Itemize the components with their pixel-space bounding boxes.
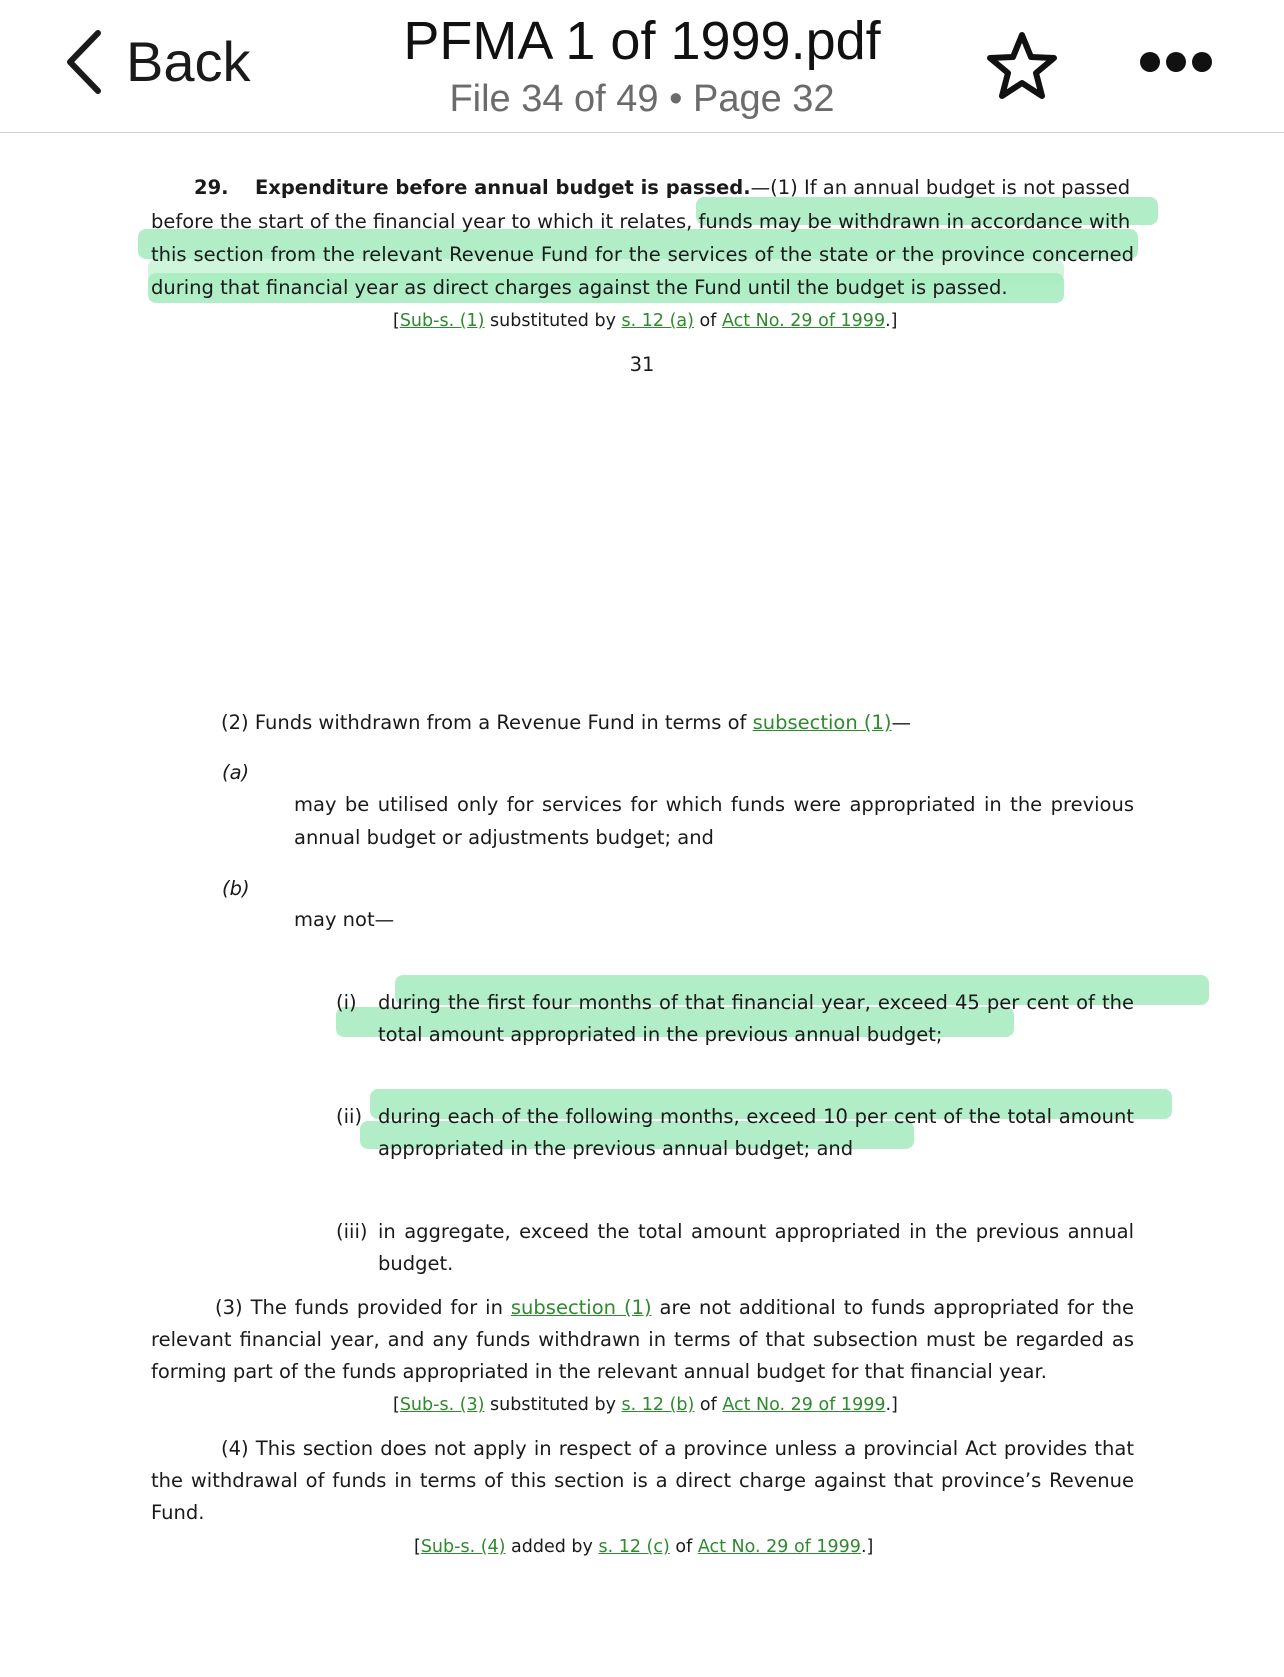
favorite-button[interactable] <box>986 30 1058 102</box>
back-button[interactable] <box>64 28 251 96</box>
sub-s-1-link[interactable]: Sub-s. (1) <box>399 311 485 331</box>
note-text: substituted by <box>484 1395 622 1415</box>
page-number: 31 <box>629 353 655 376</box>
subsection-text: (2) Funds withdrawn from a Revenue Fund in terms of <box>221 711 753 734</box>
section-29-line-2 <box>151 212 1130 232</box>
amendment-note <box>393 1397 898 1415</box>
back-label: Back <box>126 30 251 93</box>
top-bar <box>0 0 1284 133</box>
subsection-text: relevant financial year, and any funds withdrawn in terms of that subsection must be regarded as <box>151 1328 1134 1351</box>
sub-ii-line-2: appropriated in the previous annual budget; and <box>378 1137 854 1160</box>
para-a-line-1 <box>294 795 1134 815</box>
note-bracket: [ <box>393 1395 400 1415</box>
section-29-text: before the start of the financial year to which it relates, <box>151 210 693 233</box>
more-dot <box>1166 52 1186 72</box>
para-a-line-2: annual budget or adjustments budget; and <box>294 826 714 849</box>
star-outline-icon <box>986 30 1058 102</box>
sub-s-4-link[interactable]: Sub-s. (4) <box>420 1537 506 1557</box>
section-29-line-3 <box>151 245 1134 265</box>
sub-i-line-1 <box>378 993 1134 1013</box>
subsection-1-link[interactable]: subsection (1) <box>510 1296 652 1319</box>
highlighted-text: during that financial year as direct charges against the Fund until the budget is passed. <box>151 276 1008 299</box>
s-12-c-link[interactable]: s. 12 (c) <box>598 1537 670 1557</box>
subsection-text: (3) The funds provided for in <box>215 1296 511 1319</box>
act-29-link[interactable]: Act No. 29 of 1999 <box>721 311 886 331</box>
subsection-3-line-1 <box>215 1298 1134 1318</box>
note-text: of <box>693 311 722 331</box>
sub-ii-line-1 <box>378 1107 1134 1127</box>
para-b-line-1: may not— <box>294 908 395 931</box>
chevron-left-icon <box>64 29 104 95</box>
sub-iii-line-1 <box>378 1222 1134 1242</box>
amendment-note <box>393 313 897 331</box>
act-29-link[interactable]: Act No. 29 of 1999 <box>722 1395 886 1415</box>
pdf-page[interactable] <box>0 133 1284 1677</box>
highlighted-text: funds may be withdrawn in accordance with <box>698 210 1131 233</box>
subsection-3-line-2 <box>151 1330 1134 1350</box>
note-bracket: [ <box>393 311 400 331</box>
para-b-label: (b) <box>222 877 250 900</box>
document-position: File 34 of 49 • Page 32 <box>449 78 835 120</box>
section-number: 29. <box>194 176 229 199</box>
section-29-line-1 <box>194 178 1134 198</box>
highlighted-text: during the first four months of that financial year, exceed 45 per cent of the <box>378 991 1134 1014</box>
highlighted-text: this section from the relevant Revenue Fund for the services of the state or the province concerned <box>151 243 1134 266</box>
amendment-note <box>414 1539 873 1557</box>
section-29-text: —(1) If an annual budget is not passed <box>750 176 1131 199</box>
note-text: substituted by <box>484 311 622 331</box>
para-text: may be utilised only for services for which funds were appropriated in the previous <box>294 793 1134 816</box>
subsection-4-line-2 <box>151 1471 1134 1491</box>
para-text: in aggregate, exceed the total amount appropriated in the previous annual <box>378 1220 1134 1243</box>
subsection-3-line-3: forming part of the funds appropriated in the relevant annual budget for that financial year. <box>151 1360 1047 1383</box>
subsection-4-line-1 <box>221 1439 1134 1459</box>
more-horizontal-icon <box>1140 52 1160 72</box>
sub-iii-line-2: budget. <box>378 1252 454 1275</box>
subsection-text: are not additional to funds appropriated for the <box>651 1296 1134 1319</box>
note-bracket: [ <box>414 1537 421 1557</box>
para-a-label: (a) <box>222 761 250 784</box>
sub-s-3-link[interactable]: Sub-s. (3) <box>399 1395 485 1415</box>
more-dot <box>1192 52 1212 72</box>
act-29-link[interactable]: Act No. 29 of 1999 <box>697 1537 861 1557</box>
section-29-line-4 <box>151 278 1008 298</box>
subsection-text: the withdrawal of funds in terms of this section is a direct charge against that province’s Revenue <box>151 1469 1134 1492</box>
note-bracket: .] <box>885 1395 898 1415</box>
note-text: of <box>669 1537 698 1557</box>
sub-iii-label: (iii) <box>336 1220 368 1243</box>
note-text: added by <box>505 1537 599 1557</box>
highlighted-text: during each of the following months, exceed 10 per cent of the total amount <box>378 1105 1134 1128</box>
note-bracket: .] <box>860 1537 874 1557</box>
sub-i-label: (i) <box>336 991 357 1014</box>
subsection-1-link[interactable]: subsection (1) <box>752 711 892 734</box>
section-heading: Expenditure before annual budget is passed. <box>254 176 751 199</box>
subsection-4-line-3: Fund. <box>151 1501 205 1524</box>
document-title: PFMA 1 of 1999.pdf <box>403 11 881 71</box>
note-text: of <box>694 1395 723 1415</box>
sub-i-line-2: total amount appropriated in the previous annual budget; <box>378 1023 943 1046</box>
sub-ii-label: (ii) <box>336 1105 363 1128</box>
subsection-text: (4) This section does not apply in respect of a province unless a provincial Act provides that <box>221 1437 1134 1460</box>
note-bracket: .] <box>885 311 898 331</box>
subsection-2 <box>221 713 911 733</box>
s-12-a-link[interactable]: s. 12 (a) <box>621 311 694 331</box>
s-12-b-link[interactable]: s. 12 (b) <box>621 1395 695 1415</box>
more-options-button[interactable] <box>1140 52 1212 78</box>
subsection-text: — <box>891 711 912 734</box>
